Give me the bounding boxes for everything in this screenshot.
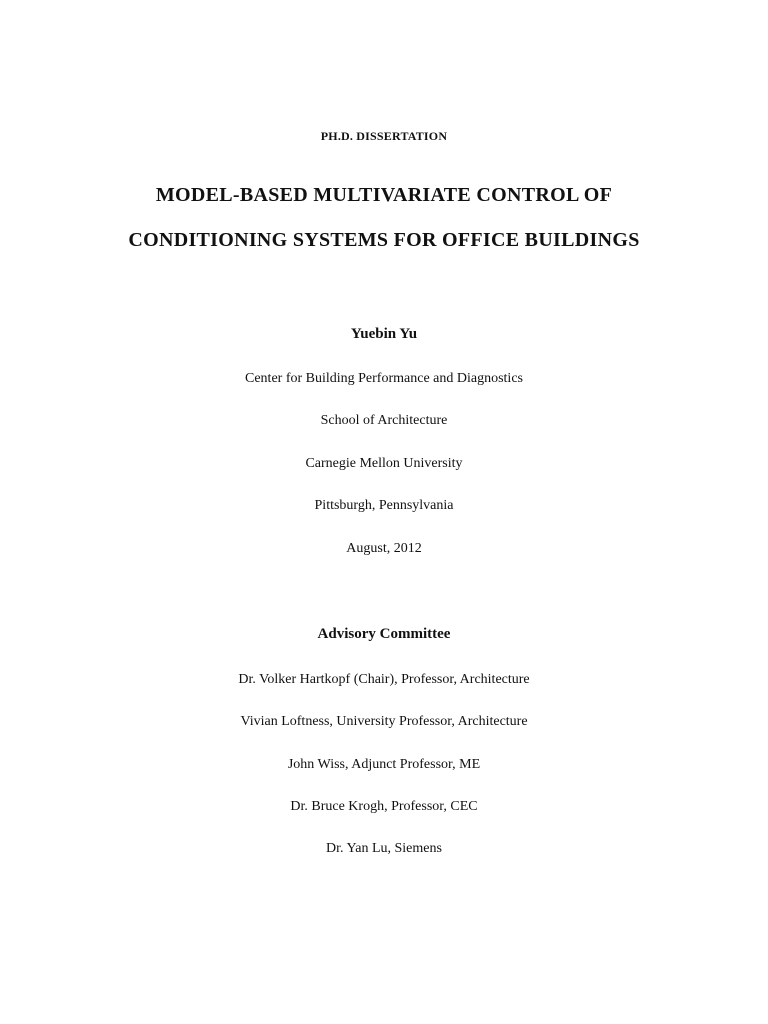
document-type-label: PH.D. DISSERTATION <box>320 129 448 143</box>
affiliation-center: Center for Building Performance and Diagnostics <box>245 371 523 386</box>
title-line-2: CONDITIONING SYSTEMS FOR OFFICE BUILDINGS <box>128 229 640 251</box>
committee-member: Vivian Loftness, University Professor, Architecture <box>240 714 528 729</box>
committee-member: Dr. Bruce Krogh, Professor, CEC <box>290 799 478 814</box>
committee-heading: Advisory Committee <box>317 626 451 642</box>
author-name: Yuebin Yu <box>350 326 418 342</box>
title-line-1: MODEL-BASED MULTIVARIATE CONTROL OF <box>155 184 613 206</box>
committee-member: John Wiss, Adjunct Professor, ME <box>287 757 481 772</box>
affiliation-university: Carnegie Mellon University <box>305 456 463 471</box>
affiliation-school: School of Architecture <box>320 413 448 428</box>
committee-member: Dr. Volker Hartkopf (Chair), Professor, Architecture <box>238 672 530 687</box>
submission-date: August, 2012 <box>346 541 422 556</box>
affiliation-location: Pittsburgh, Pennsylvania <box>314 498 454 513</box>
committee-member: Dr. Yan Lu, Siemens <box>326 841 442 856</box>
